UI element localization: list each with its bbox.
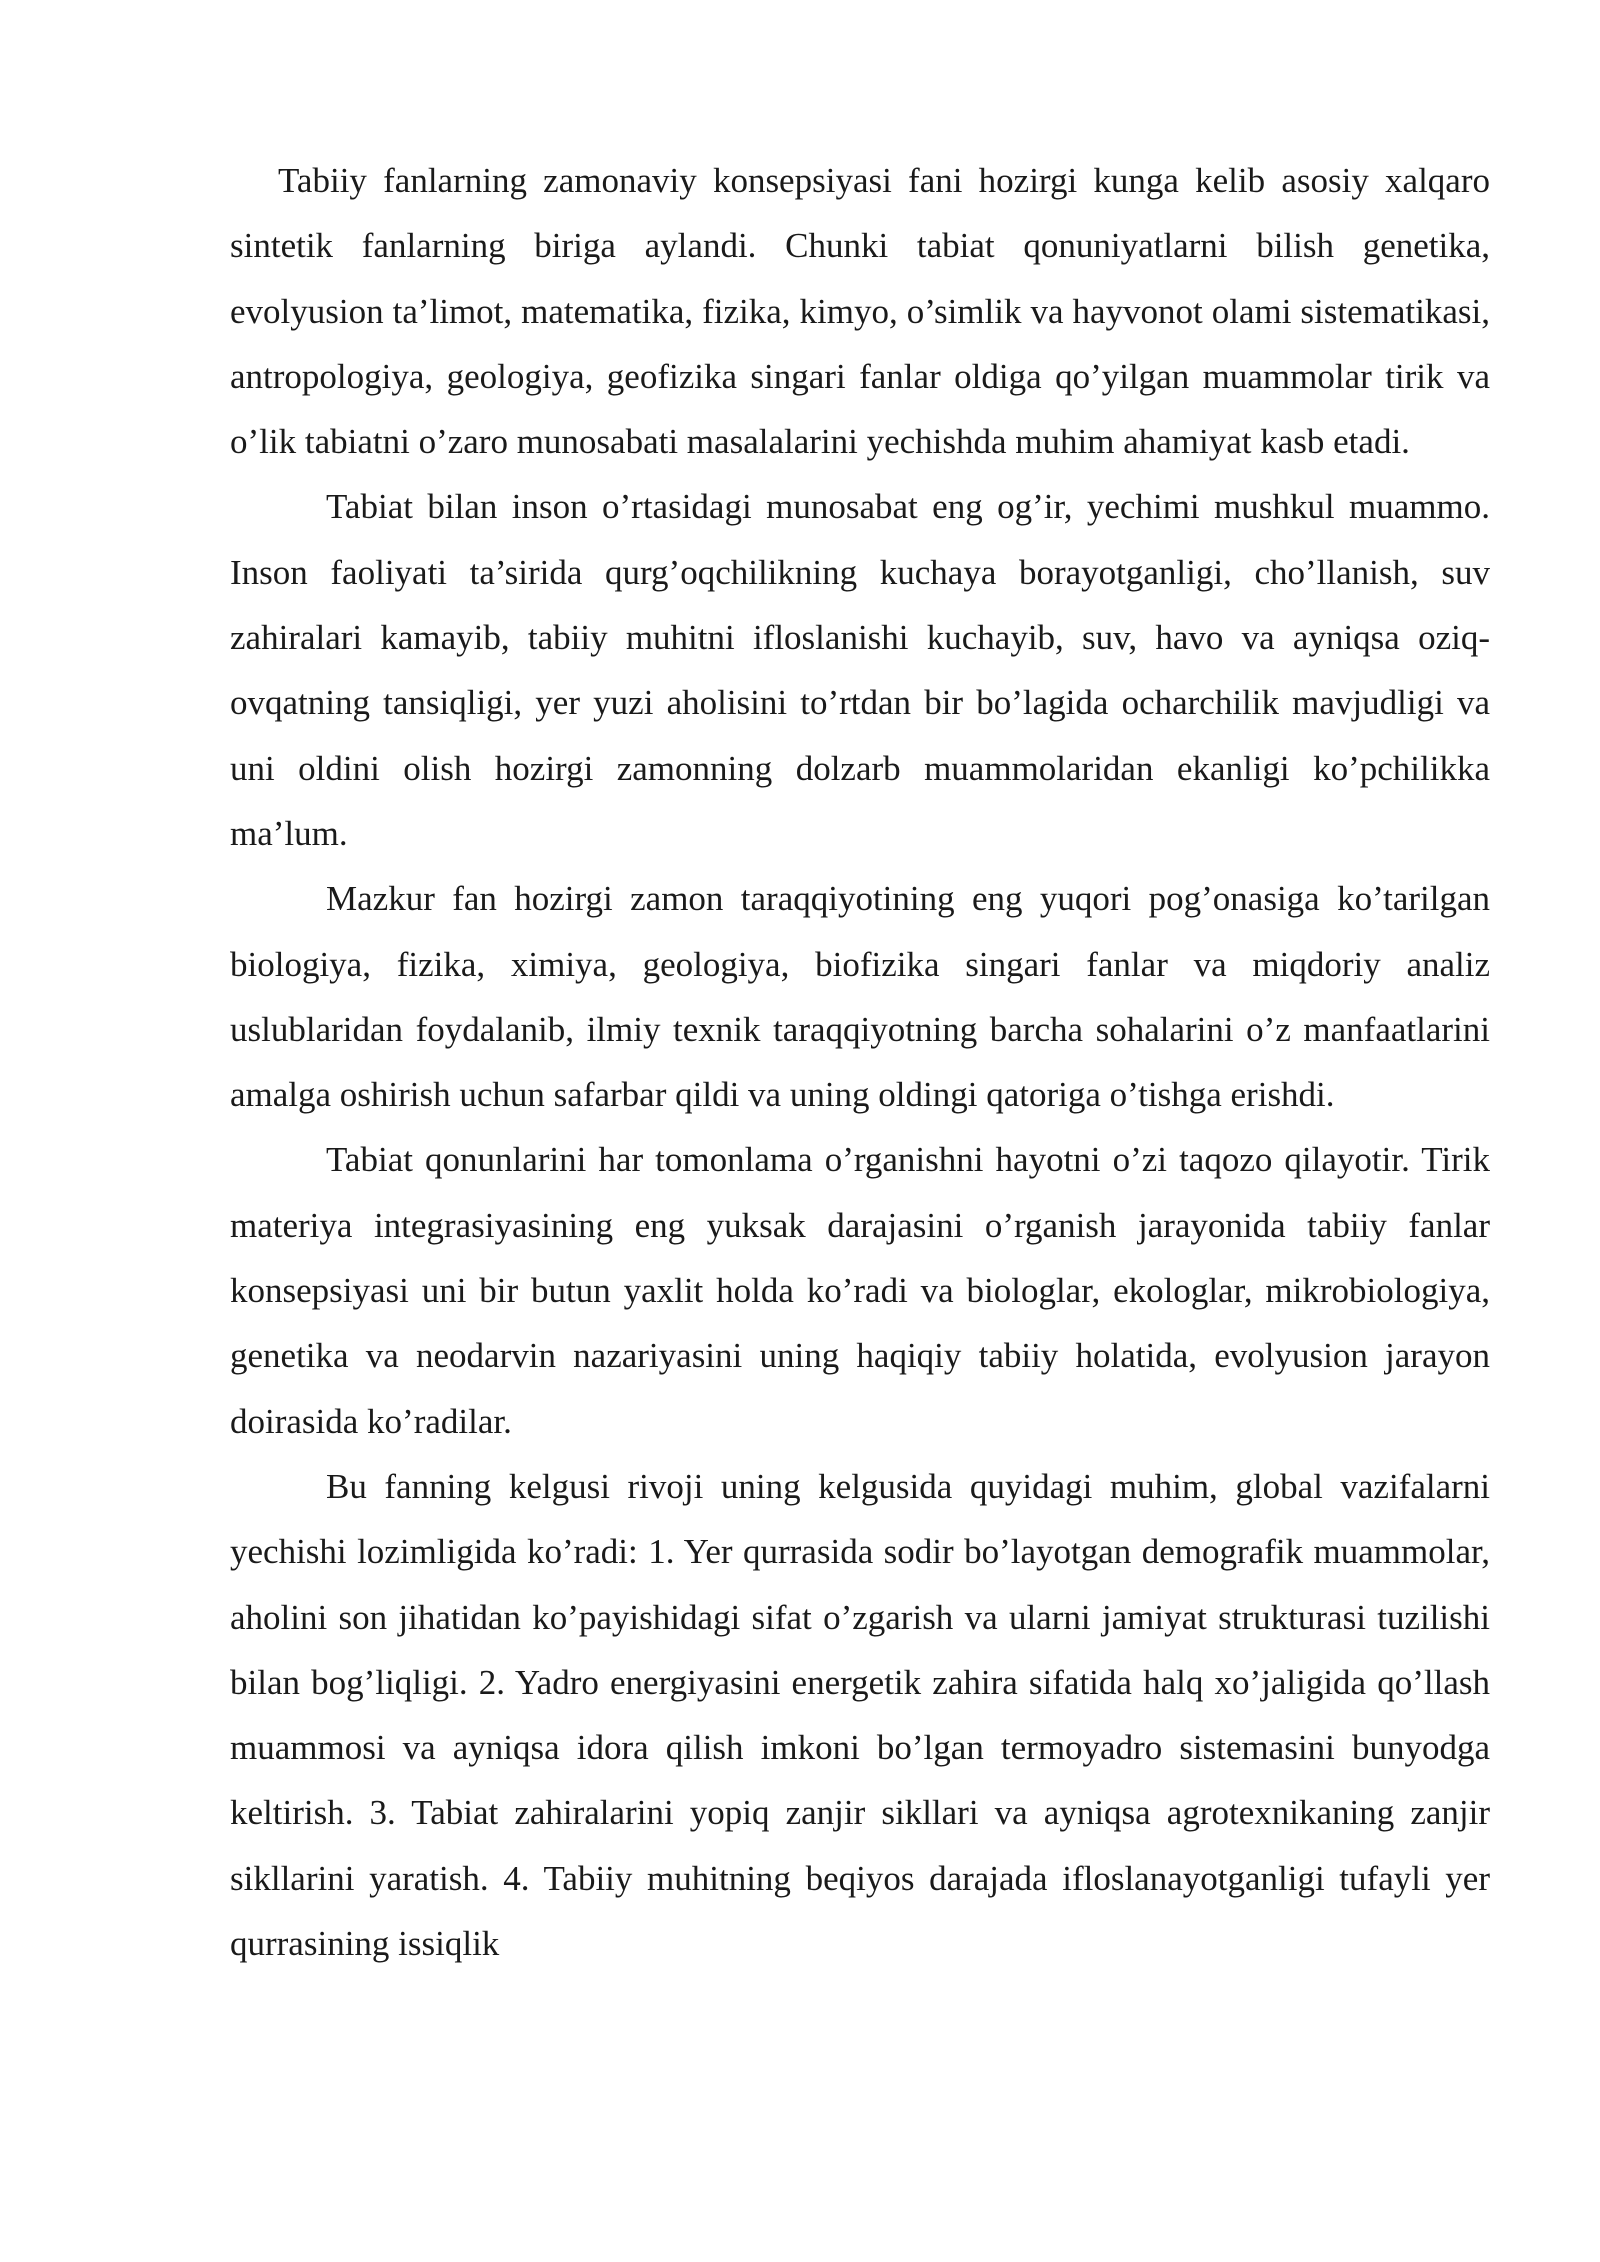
paragraph-2: Tabiat bilan inson o’rtasidagi munosabat eng og’ir, yechimi mushkul muammo. Inson faoliyati ta’sirida qurg’oqchilikning kuchaya borayotganligi, cho’llanish, suv zahiralari kamayib, tabiiy muhitni ifloslanishi kuchayib, suv, havo va ayniqsa oziq-ovqatning tansiqligi, yer yuzi aholisini to’rtdan bir bo’lagida ocharchilik mavjudligi va uni oldini olish hozirgi zamonning dolzarb muammolaridan ekanligi ko’pchilikka ma’lum. [230,487,1490,853]
paragraph-5: Bu fanning kelgusi rivoji uning kelgusida quyidagi muhim, global vazifalarni yechishi lozimligida ko’radi: 1. Yer qurrasida sodir bo’layotgan demografik muammolar, aholini son jihatidan ko’payishidagi sifat o’zgarish va ularni jamiyat strukturasi tuzilishi bilan bog’liqligi. 2. Yadro energiyasini energetik zahira sifatida halq xo’jaligida qo’llash muammosi va ayniqsa idora qilish imkoni bo’lgan termoyadro sistemasini bunyodga keltirish. 3. Tabiat zahiralarini yopiq zanjir sikllari va ayniqsa agrotexnikaning zanjir sikllarini yaratish. 4. Tabiiy muhitning beqiyos darajada ifloslanayotganligi tufayli yer qurrasining issiqlik [230,1466,1490,1964]
paragraph-1: Tabiiy fanlarning zamonaviy konsepsiyasi fani hozirgi kunga kelib asosiy xalqaro sintetik fanlarning biriga aylandi. Chunki tabiat qonuniyatlarni bilish genetika, evolyusion ta’limot, matematika, fizika, kimyo, o’simlik va hayvonot olami sistematikasi, antropologiya, geologiya, geofizika singari fanlar oldiga qo’yilgan muammolar tirik va o’lik tabiatni o’zaro munosabati masalalarini yechishda muhim ahamiyat kasb etadi. [230,161,1490,462]
paragraph-4: Tabiat qonunlarini har tomonlama o’rganishni hayotni o’zi taqozo qilayotir. Tirik materiya integrasiyasining eng yuksak darajasini o’rganish jarayonida tabiiy fanlar konsepsiyasi uni bir butun yaxlit holda ko’radi va biologlar, ekologlar, mikrobiologiya, genetika va neodarvin nazariyasini uning haqiqiy tabiiy holatida, evolyusion jarayon doirasida ko’radilar. [230,1140,1490,1441]
paragraph-3: Mazkur fan hozirgi zamon taraqqiyotining eng yuqori pog’onasiga ko’tarilgan biologiya, fizika, ximiya, geologiya, biofizika singari fanlar va miqdoriy analiz uslublaridan foydalanib, ilmiy texnik taraqqiyotning barcha sohalarini o’z manfaatlarini amalga oshirish uchun safarbar qildi va uning oldingi qatoriga o’tishga erishdi. [230,879,1490,1115]
document-body [230,148,1490,1976]
